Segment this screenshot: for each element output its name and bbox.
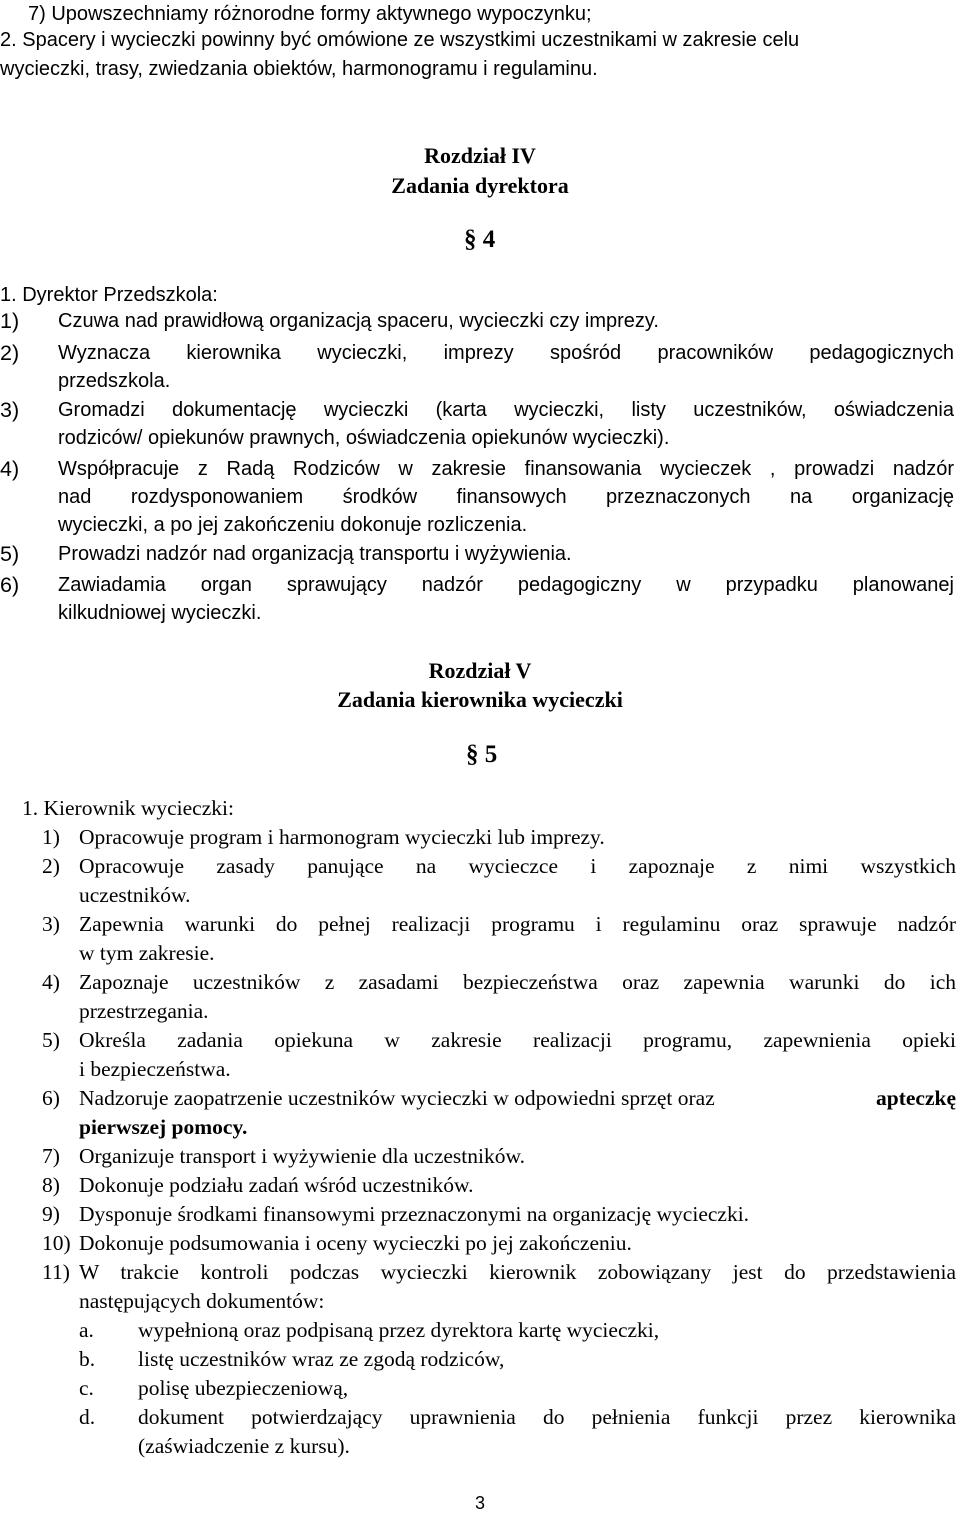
- ch5-item-6-bold-pierwszej: pierwszej: [79, 1115, 167, 1139]
- ch5-item-10-text: Dokonuje podsumowania i oceny wycieczki po jej zakończeniu.: [79, 1231, 632, 1255]
- ch5-item-2-line-2: uczestników.: [79, 883, 191, 907]
- ch5-item-3-line-2: w tym zakresie.: [79, 941, 215, 965]
- subitem-a-letter: a.: [79, 1318, 94, 1342]
- ch5-item-5-number: 5): [42, 1028, 60, 1052]
- list-item-2-line-1: 2. Spacery i wycieczki powinny być omówione ze wszystkimi uczestnikami w zakresie celu: [0, 29, 800, 51]
- ch5-item-9-number: 9): [42, 1202, 60, 1226]
- paragraph-5-heading: § 5: [466, 741, 498, 768]
- ch4-item-4-line-1: Współpracuje z Radą Rodziców w zakresie finansowania wycieczek , prowadzi nadzór: [58, 458, 954, 480]
- subitem-a-text: wypełnioną oraz podpisaną przez dyrektora kartę wycieczki,: [138, 1318, 660, 1342]
- ch5-item-1-number: 1): [42, 825, 60, 849]
- ch5-item-4-number: 4): [42, 970, 60, 994]
- ch4-item-5-text: Prowadzi nadzór nad organizacją transportu i wyżywienia.: [58, 543, 572, 565]
- subitem-d-letter: d.: [79, 1405, 96, 1429]
- ch4-item-5-number: 5): [0, 542, 20, 566]
- ch4-item-2-line-2: przedszkola.: [58, 370, 171, 392]
- ch5-item-8-number: 8): [42, 1173, 60, 1197]
- page-number: 3: [474, 1493, 485, 1513]
- paragraph-4-heading: § 4: [464, 226, 496, 253]
- ch5-item-3-number: 3): [42, 912, 60, 936]
- ch5-item-6-number: 6): [42, 1086, 60, 1110]
- ch5-item-1-text: Opracowuje program i harmonogram wycieczki lub imprezy.: [79, 825, 605, 849]
- ch5-item-6-line-2: [79, 1113, 247, 1142]
- ch5-item-4-line-1: Zapoznaje uczestników z zasadami bezpieczeństwa oraz zapewnia warunki do ich: [79, 970, 956, 994]
- subitem-d-line-1: dokument potwierdzający uprawnienia do pełnienia funkcji przez kierownika: [138, 1405, 956, 1429]
- ch5-item-6-line-1: [79, 1084, 956, 1113]
- ch4-item-6-line-1: Zawiadamia organ sprawujący nadzór pedagogiczny w przypadku planowanej: [58, 574, 954, 596]
- ch5-item-6-text: Nadzoruje zaopatrzenie uczestników wycieczki w odpowiedni sprzęt oraz: [79, 1086, 715, 1110]
- list-item-7: 7) Upowszechniamy różnorodne formy aktywnego wypoczynku;: [28, 3, 592, 25]
- ch5-item-6-bold-apteczke: apteczkę: [876, 1086, 956, 1110]
- ch4-item-3-line-1: Gromadzi dokumentację wycieczki (karta wycieczki, listy uczestników, oświadczenia: [58, 399, 954, 421]
- subitem-b-letter: b.: [79, 1347, 96, 1371]
- ch5-item-2-number: 2): [42, 854, 60, 878]
- subitem-c-text: polisę ubezpieczeniową,: [138, 1376, 349, 1400]
- ch5-item-11-line-2: następujących dokumentów:: [79, 1289, 325, 1313]
- ch4-item-2-number: 2): [0, 341, 20, 365]
- ch4-item-3-line-2: rodziców/ opiekunów prawnych, oświadczenia opiekunów wycieczki).: [58, 427, 670, 449]
- ch4-item-6-number: 6): [0, 573, 20, 597]
- ch5-item-8-text: Dokonuje podziału zadań wśród uczestników.: [79, 1173, 474, 1197]
- ch4-item-4-line-2: nad rozdysponowaniem środków finansowych przeznaczonych na organizację: [58, 486, 954, 508]
- chapter-5-title: Rozdział V: [428, 658, 532, 683]
- subitem-c-letter: c.: [79, 1376, 94, 1400]
- list-item-2-line-2: wycieczki, trasy, zwiedzania obiektów, harmonogramu i regulaminu.: [0, 58, 598, 80]
- ch4-item-1-text: Czuwa nad prawidłową organizacją spaceru, wycieczki czy imprezy.: [58, 310, 659, 332]
- ch5-item-7-text: Organizuje transport i wyżywienie dla uczestników.: [79, 1144, 525, 1168]
- chapter-4-intro: 1. Dyrektor Przedszkola:: [0, 284, 218, 306]
- ch5-item-3-line-1: Zapewnia warunki do pełnej realizacji programu i regulaminu oraz sprawuje nadzór: [79, 912, 956, 936]
- chapter-5-intro: 1. Kierownik wycieczki:: [22, 796, 234, 820]
- chapter-4-title: Rozdział IV: [424, 143, 536, 168]
- ch4-item-6-line-2: kilkudniowej wycieczki.: [58, 602, 262, 624]
- ch4-item-2-line-1: Wyznacza kierownika wycieczki, imprezy spośród pracowników pedagogicznych: [58, 342, 954, 364]
- ch5-item-5-line-1: Określa zadania opiekuna w zakresie realizacji programu, zapewnienia opieki: [79, 1028, 956, 1052]
- ch4-item-3-number: 3): [0, 398, 20, 422]
- chapter-4-subtitle: Zadania dyrektora: [391, 173, 569, 198]
- ch4-item-4-number: 4): [0, 457, 20, 481]
- ch5-item-7-number: 7): [42, 1144, 60, 1168]
- ch5-item-6-bold-pomocy: pomocy.: [171, 1115, 248, 1139]
- ch5-item-9-text: Dysponuje środkami finansowymi przeznaczonymi na organizację wycieczki.: [79, 1202, 750, 1226]
- ch4-item-1-number: 1): [0, 309, 20, 333]
- subitem-b-text: listę uczestników wraz ze zgodą rodziców,: [138, 1347, 505, 1371]
- chapter-5-subtitle: Zadania kierownika wycieczki: [337, 687, 623, 712]
- ch5-item-2-line-1: Opracowuje zasady panujące na wycieczce i zapoznaje z nimi wszystkich: [79, 854, 956, 878]
- ch5-item-11-line-1: W trakcie kontroli podczas wycieczki kierownik zobowiązany jest do przedstawienia: [79, 1260, 956, 1284]
- ch5-item-10-number: 10): [42, 1231, 71, 1255]
- ch5-item-4-line-2: przestrzegania.: [79, 999, 209, 1023]
- ch5-item-5-line-2: i bezpieczeństwa.: [79, 1057, 231, 1081]
- ch4-item-4-line-3: wycieczki, a po jej zakończeniu dokonuje rozliczenia.: [58, 514, 528, 536]
- ch5-item-11-number: 11): [42, 1260, 70, 1284]
- subitem-d-line-2: (zaświadczenie z kursu).: [138, 1434, 350, 1458]
